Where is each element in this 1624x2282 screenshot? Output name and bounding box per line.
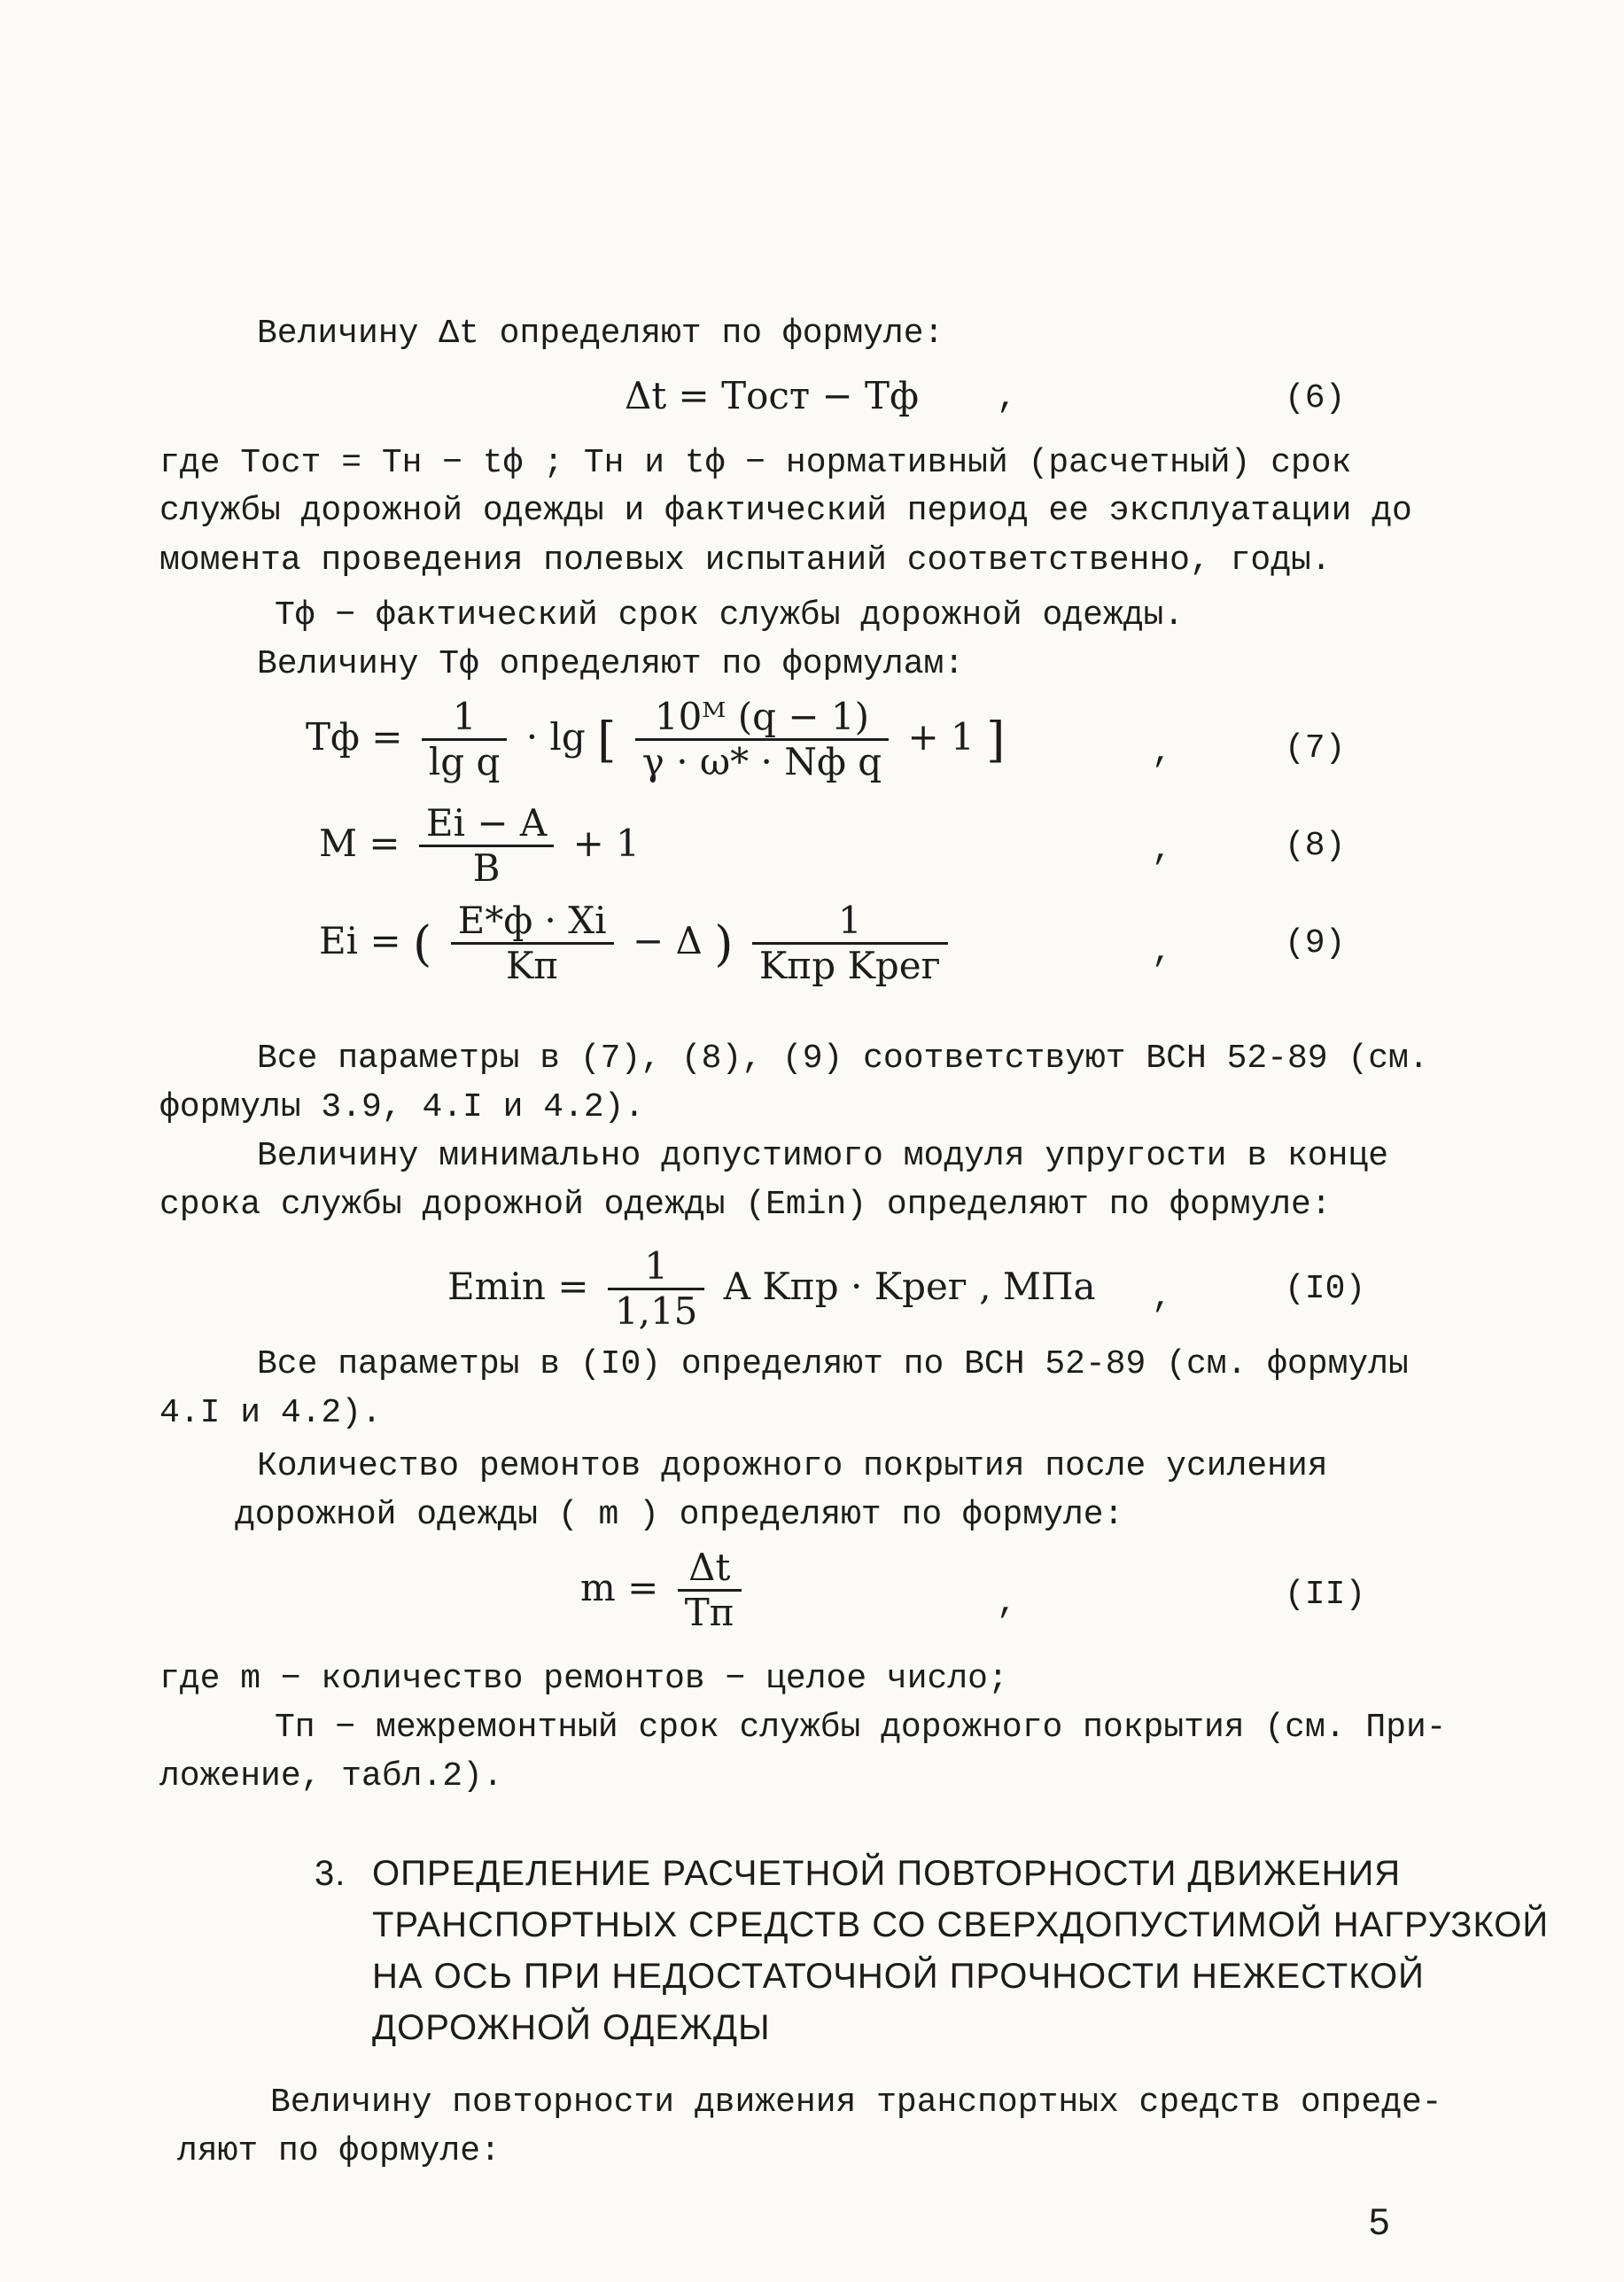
- text-line: срока службы дорожной одежды (Emin) определяют по формуле:: [159, 1186, 1332, 1224]
- text-line: Величину минимально допустимого модуля упругости в конце: [257, 1137, 1389, 1175]
- fraction-denominator: Tп: [684, 1591, 734, 1635]
- formula-9: [319, 900, 955, 988]
- equation-number-8: (8): [1285, 827, 1346, 865]
- formula-10-comma: ,: [1152, 1279, 1172, 1317]
- fraction-denominator: γ · ω* · Nф q: [641, 740, 882, 784]
- text-line: Tф − фактический срок службы дорожной одежды.: [275, 596, 1185, 635]
- formula-6: Δt = Tост − Tф: [625, 374, 919, 417]
- page-number: 5: [1369, 2200, 1390, 2242]
- formula-8-comma: ,: [1152, 831, 1172, 869]
- fraction-denominator: lg q: [428, 740, 501, 784]
- section-title-line: ДОРОЖНОЙ ОДЕЖДЫ: [372, 2008, 771, 2047]
- formula-7: [306, 696, 1005, 784]
- fraction-numerator: E*ф · Xi: [451, 900, 614, 945]
- text-line: Все параметры в (I0) определяют по ВСН 52-89 (см. формулы: [257, 1345, 1409, 1383]
- formula-7-lhs: Tф =: [306, 714, 403, 759]
- formula-10-fraction: [608, 1245, 705, 1334]
- equation-number-9: (9): [1285, 924, 1346, 962]
- fraction-numerator: 10ᴹ (q − 1): [635, 696, 889, 741]
- fraction-denominator: Kп: [505, 944, 559, 988]
- fraction-numerator: 1: [752, 900, 948, 945]
- section-title-line: НА ОСЬ ПРИ НЕДОСТАТОЧНОЙ ПРОЧНОСТИ НЕЖЕСТКОЙ: [372, 1957, 1425, 1996]
- formula-7-tail: + 1: [907, 714, 975, 759]
- text-line: 4.I и 4.2).: [159, 1394, 382, 1432]
- formula-9-comma: ,: [1152, 933, 1172, 971]
- equation-number-10: (I0): [1285, 1270, 1366, 1308]
- formula-10-rest: A Kпр · Kрег , МПа: [723, 1264, 1096, 1308]
- formula-8-tail: + 1: [572, 821, 640, 865]
- fraction-numerator: Ei − A: [419, 802, 554, 847]
- formula-8-lhs: M =: [319, 821, 400, 865]
- text-line: момента проведения полевых испытаний соответственно, годы.: [159, 541, 1332, 580]
- text-line: формулы 3.9, 4.I и 4.2).: [159, 1088, 645, 1126]
- text-line: дорожной одежды ( m ) определяют по формуле:: [235, 1496, 1124, 1534]
- fraction-denominator: B: [472, 846, 501, 891]
- text-line: Tп − межремонтный срок службы дорожного покрытия (см. При-: [275, 1709, 1447, 1747]
- formula-9-fraction-2: [752, 900, 948, 988]
- text-line: Величину Δt определяют по формуле:: [257, 315, 944, 353]
- section-title-line: ОПРЕДЕЛЕНИЕ РАСЧЕТНОЙ ПОВТОРНОСТИ ДВИЖЕНИЯ: [372, 1854, 1402, 1893]
- fraction-numerator: 1: [608, 1245, 705, 1290]
- formula-9-fraction-1: [451, 900, 614, 988]
- formula-6-comma: ,: [997, 379, 1017, 417]
- text-line: ляют по формуле:: [177, 2132, 501, 2170]
- formula-7-comma: ,: [1152, 734, 1172, 772]
- right-bracket: ]: [986, 711, 1006, 768]
- formula-11-fraction: [678, 1546, 742, 1635]
- formula-8-fraction: [419, 802, 554, 891]
- text-line: Все параметры в (7), (8), (9) соответствуют ВСН 52-89 (см.: [257, 1040, 1429, 1078]
- fraction-numerator: Δt: [678, 1546, 742, 1592]
- formula-11: [580, 1546, 749, 1635]
- formula-10: [447, 1245, 1096, 1334]
- formula-9-mid: − Δ: [632, 918, 703, 962]
- left-paren: (: [413, 915, 432, 972]
- equation-number-11: (II): [1285, 1576, 1366, 1614]
- section-number: 3.: [315, 1854, 346, 1893]
- text-line: где Tост = Tн − tф ; Tн и tф − нормативный (расчетный) срок: [159, 444, 1352, 482]
- formula-7-fraction-2: [635, 696, 889, 784]
- fraction-denominator: 1,15: [614, 1289, 698, 1334]
- text-line: ложение, табл.2).: [159, 1757, 503, 1795]
- text-line: службы дорожной одежды и фактический период ее эксплуатации до: [159, 492, 1412, 530]
- formula-11-comma: ,: [997, 1585, 1017, 1623]
- text-line: Количество ремонтов дорожного покрытия после усиления: [257, 1447, 1328, 1485]
- formula-9-lhs: Ei =: [319, 918, 401, 962]
- text-line: где m − количество ремонтов − целое число;: [159, 1660, 1008, 1698]
- fraction-denominator: Kпр Kрег: [758, 944, 941, 988]
- formula-11-lhs: m =: [580, 1565, 659, 1609]
- formula-7-fraction-1: [422, 696, 508, 784]
- equation-number-7: (7): [1285, 729, 1346, 767]
- formula-8: [319, 802, 640, 891]
- text-line: Величину Tф определяют по формулам:: [257, 645, 965, 683]
- left-bracket: [: [597, 711, 617, 768]
- equation-number-6: (6): [1285, 379, 1346, 417]
- right-paren: ): [714, 915, 734, 972]
- section-title-line: ТРАНСПОРТНЫХ СРЕДСТВ СО СВЕРХДОПУСТИМОЙ НАГРУЗКОЙ: [372, 1905, 1550, 1944]
- text-line: Величину повторности движения транспортных средств опреде-: [270, 2083, 1442, 2122]
- fraction-numerator: 1: [422, 696, 508, 741]
- formula-7-lg: · lg: [525, 714, 586, 759]
- formula-10-lhs: Emin =: [447, 1264, 589, 1308]
